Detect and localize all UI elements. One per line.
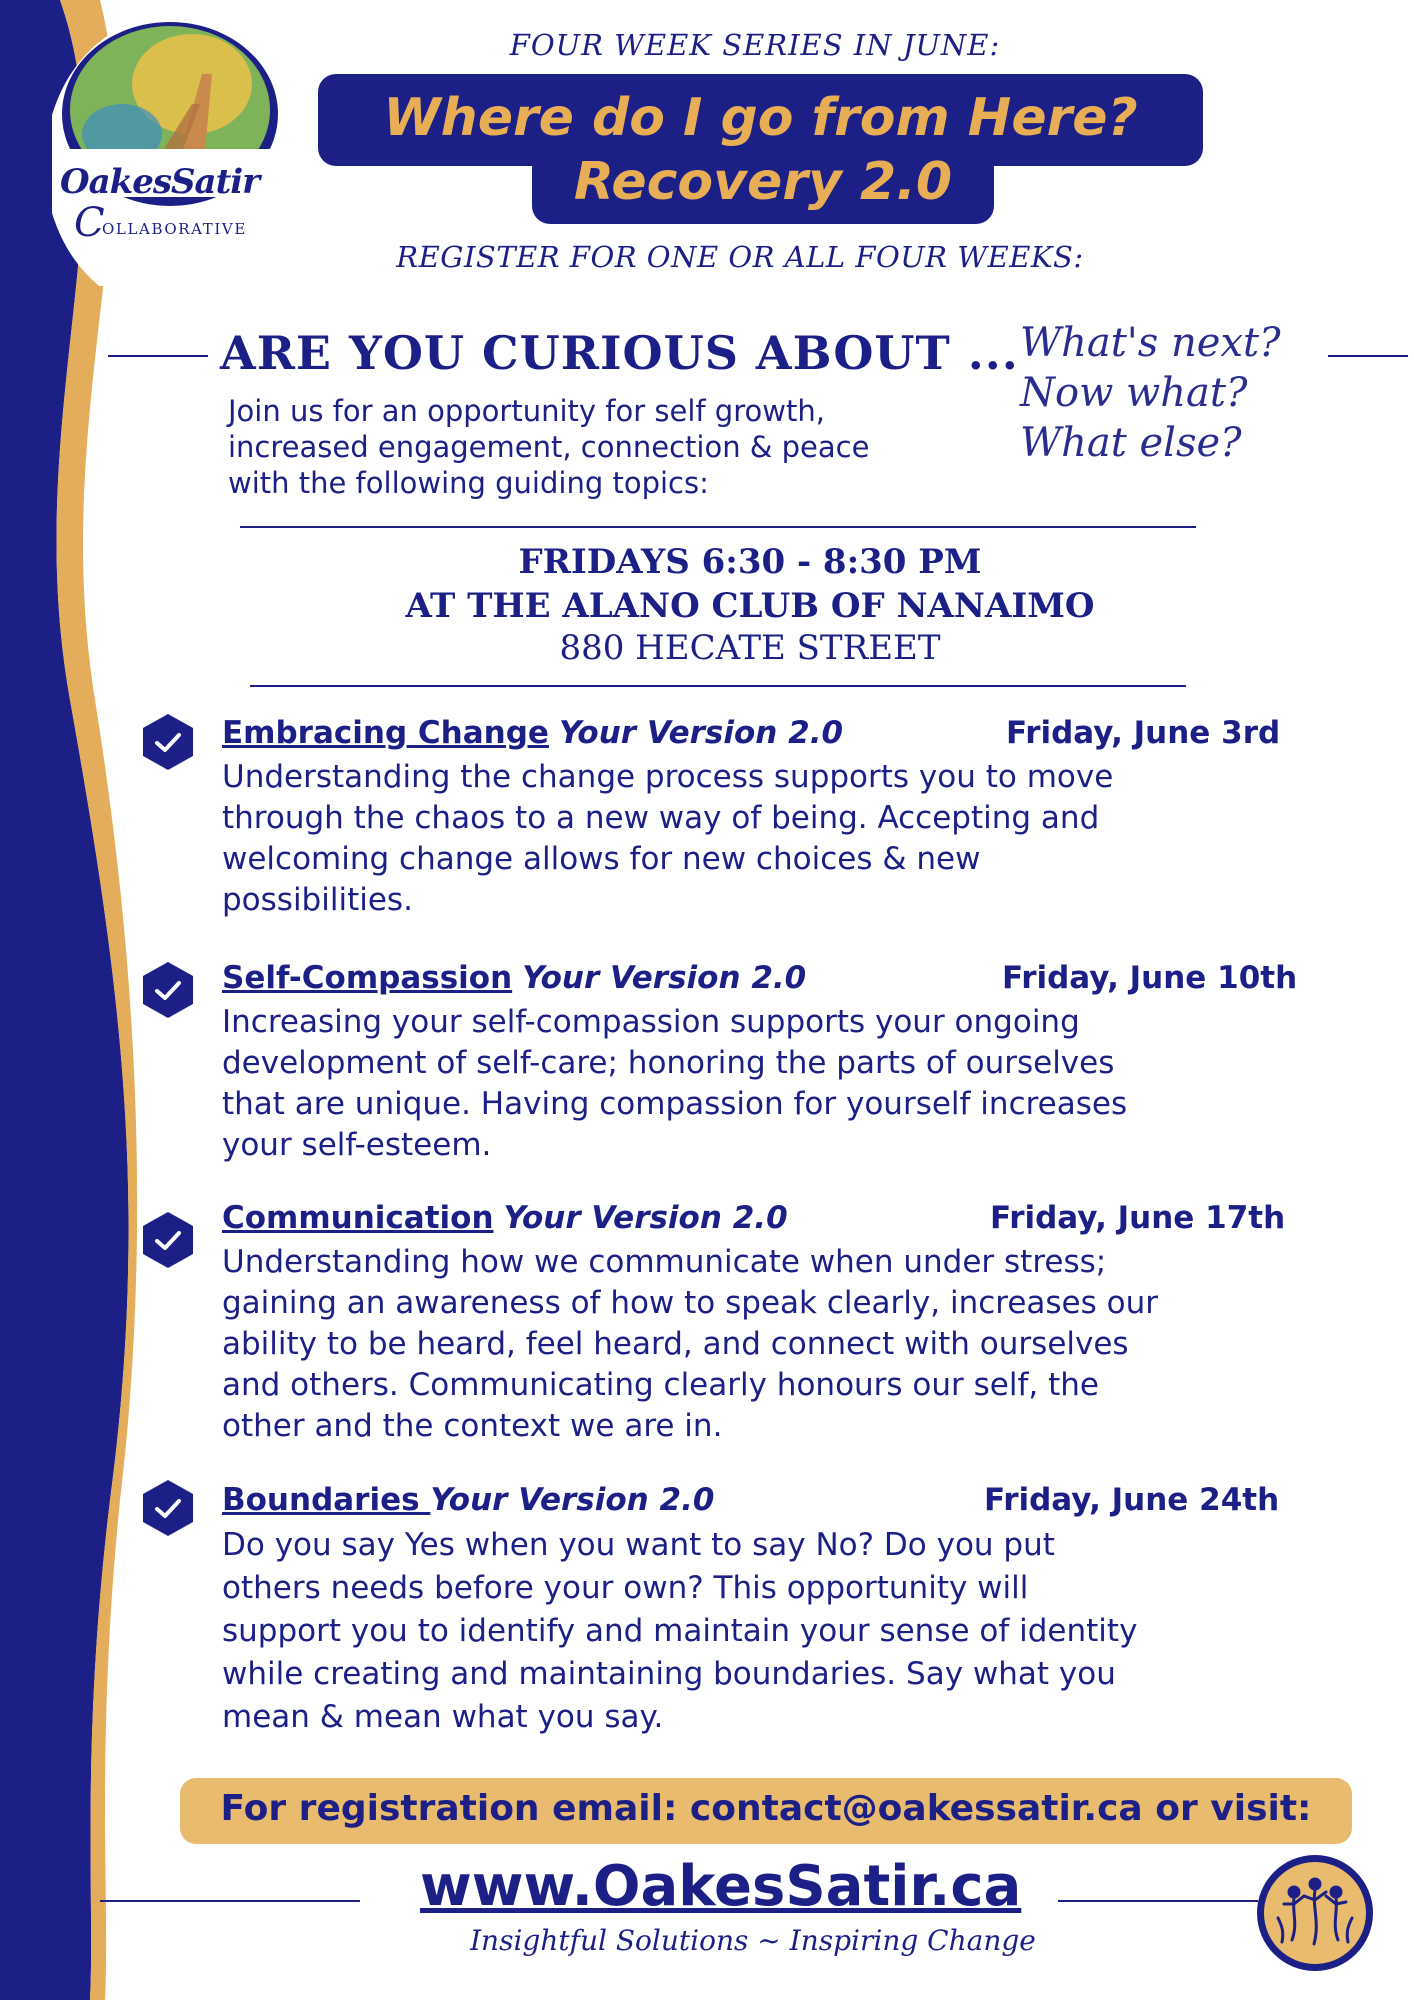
- topic-line: and others. Communicating clearly honours our self, the: [222, 1367, 1099, 1403]
- topic-version: Your Version 2.0: [558, 715, 844, 751]
- topic-description: [222, 757, 1342, 921]
- check-badge-icon: [138, 1478, 198, 1538]
- curious-heading: ARE YOU CURIOUS ABOUT ...: [220, 326, 1019, 380]
- website-link[interactable]: www.OakesSatir.ca: [420, 1854, 1022, 1919]
- topic-name: Boundaries: [222, 1482, 431, 1518]
- topic-date: Friday, June 3rd: [1006, 715, 1281, 751]
- topic-heading: [222, 960, 1342, 1002]
- topic-line: ability to be heard, feel heard, and connect with ourselves: [222, 1326, 1129, 1362]
- topic-line: while creating and maintaining boundaries. Say what you: [222, 1656, 1116, 1692]
- divider: [1328, 355, 1408, 357]
- topic-heading: [222, 1200, 1342, 1242]
- intro-line: Join us for an opportunity for self growth,: [228, 394, 825, 428]
- registration-text: For registration email: contact@oakessatir.ca or visit:: [220, 1788, 1312, 1829]
- topic-heading: [222, 1482, 1342, 1524]
- topic-version: Your Version 2.0: [522, 960, 807, 996]
- topic-version: Your Version 2.0: [503, 1200, 788, 1236]
- title-line2: Recovery 2.0: [573, 152, 953, 212]
- divider: [108, 355, 208, 357]
- topic-communication: [222, 1200, 1342, 1447]
- topic-description: [222, 1524, 1342, 1739]
- topic-line: support you to identify and maintain your sense of identity: [222, 1613, 1138, 1649]
- topic-line: other and the context we are in.: [222, 1408, 723, 1444]
- check-badge-icon: [138, 960, 198, 1020]
- topic-embracing-change: [222, 715, 1342, 921]
- intro-line: with the following guiding topics:: [228, 466, 709, 500]
- topic-line: welcoming change allows for new choices & new: [222, 841, 981, 877]
- topic-line: Do you say Yes when you want to say No? Do you put: [222, 1527, 1055, 1563]
- check-badge-icon: [138, 712, 198, 772]
- topic-line: gaining an awareness of how to speak clearly, increases our: [222, 1285, 1158, 1321]
- question-now: Now what?: [1020, 370, 1248, 416]
- topic-description: [222, 1002, 1342, 1166]
- topic-line: that are unique. Having compassion for yourself increases: [222, 1086, 1128, 1122]
- logo-initial: C: [74, 200, 105, 246]
- divider: [240, 526, 1196, 528]
- logo-name: OakesSatir: [60, 162, 260, 202]
- question-next: What's next?: [1020, 320, 1281, 366]
- topic-line: Increasing your self-compassion supports your ongoing: [222, 1004, 1080, 1040]
- topic-line: others needs before your own? This opportunity will: [222, 1570, 1029, 1606]
- topic-self-compassion: [222, 960, 1342, 1166]
- divider: [100, 1900, 360, 1902]
- topic-date: Friday, June 24th: [984, 1482, 1280, 1518]
- topic-date: Friday, June 17th: [990, 1200, 1286, 1236]
- divider: [250, 685, 1186, 687]
- topic-date: Friday, June 10th: [1002, 960, 1298, 996]
- question-else: What else?: [1020, 420, 1242, 466]
- topic-line: possibilities.: [222, 882, 413, 918]
- decorative-wave-sidebar: [0, 0, 150, 2000]
- series-label: FOUR WEEK SERIES IN JUNE:: [509, 28, 1001, 62]
- check-badge-icon: [138, 1210, 198, 1270]
- intro-text: [228, 393, 1028, 501]
- topic-heading: [222, 715, 1342, 757]
- topic-line: through the chaos to a new way of being. Accepting and: [222, 800, 1100, 836]
- topic-line: Understanding the change process supports you to move: [222, 759, 1114, 795]
- topic-name: Self-Compassion: [222, 960, 513, 996]
- topic-line: development of self-care; honoring the parts of ourselves: [222, 1045, 1115, 1081]
- event-venue: AT THE ALANO CLUB OF NANAIMO: [405, 586, 1095, 626]
- event-time: FRIDAYS 6:30 - 8:30 PM: [518, 542, 982, 582]
- topic-line: Understanding how we communicate when under stress;: [222, 1244, 1107, 1280]
- people-badge-icon: [1254, 1852, 1376, 1974]
- intro-line: increased engagement, connection & peace: [228, 430, 870, 464]
- topic-description: [222, 1242, 1342, 1447]
- topic-name: Embracing Change: [222, 715, 549, 751]
- divider: [1058, 1900, 1258, 1902]
- event-street: 880 HECATE STREET: [559, 628, 941, 668]
- topic-line: your self-esteem.: [222, 1127, 492, 1163]
- title-line1: Where do I go from Here?: [383, 88, 1138, 148]
- tagline: Insightful Solutions ~ Inspiring Change: [470, 1924, 1036, 1957]
- topic-version: Your Version 2.0: [430, 1482, 715, 1518]
- register-label: REGISTER FOR ONE OR ALL FOUR WEEKS:: [396, 240, 1084, 274]
- logo-subtitle: OLLABORATIVE: [102, 220, 247, 238]
- topic-boundaries: [222, 1482, 1342, 1739]
- topic-line: mean & mean what you say.: [222, 1699, 664, 1735]
- topic-name: Communication: [222, 1200, 494, 1236]
